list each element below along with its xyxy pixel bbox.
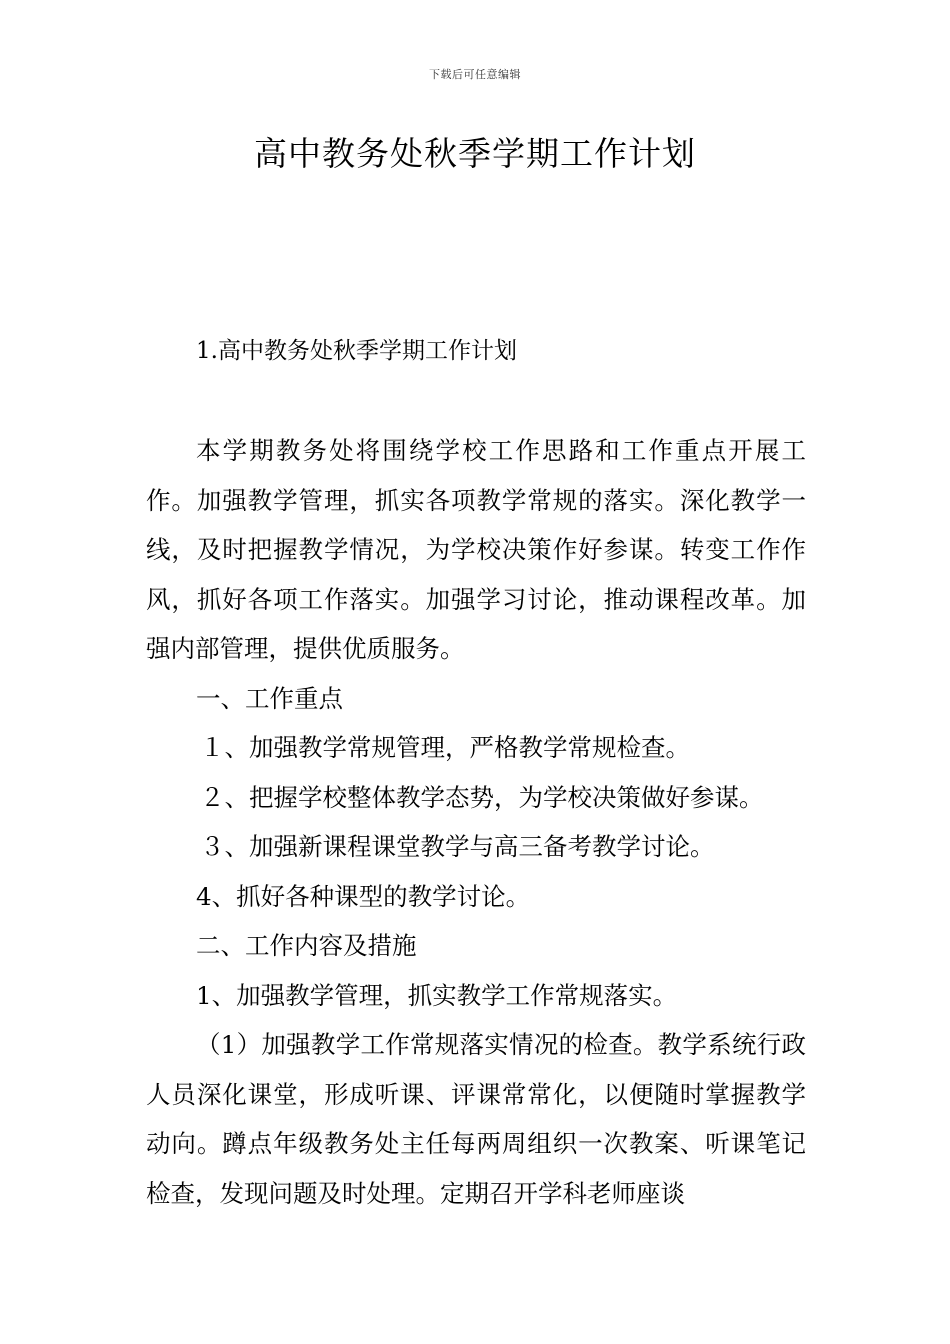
document-body [146, 426, 806, 1218]
intro-paragraph: 本学期教务处将围绕学校工作思路和工作重点开展工作。加强教学管理，抓实各项教学常规的落实。深化教学一线，及时把握教学情况，为学校决策作好参谋。转变工作作风，抓好各项工作落实。加强学习讨论，推动课程改革。加强内部管理，提供优质服务。 [146, 436, 806, 663]
part-two-heading: 二、工作内容及措施 [196, 931, 417, 960]
part-two-subheading: 1、加强教学管理，抓实教学工作常规落实。 [196, 980, 678, 1010]
part-two-paragraph: （1）加强教学工作常规落实情况的检查。教学系统行政人员深化课堂，形成听课、评课常常化，以便随时掌握教学动向。蹲点年级教务处主任每两周组织一次教案、听课笔记检查，发现问题及时处理。定期召开学科老师座谈 [146, 1030, 806, 1208]
list-item: 4、抓好各种课型的教学讨论。 [196, 881, 531, 911]
section-heading: 1.高中教务处秋季学期工作计划 [196, 338, 517, 364]
part-one-heading: 一、工作重点 [196, 683, 343, 713]
document-title: 高中教务处秋季学期工作计划 [254, 134, 696, 173]
list-item: １、加强教学常规管理，严格教学常规检查。 [200, 733, 690, 762]
header-note: 下载后可任意编辑 [429, 68, 521, 81]
list-item: ２、把握学校整体教学态势，为学校决策做好参谋。 [200, 782, 764, 812]
list-item: ３、加强新课程课堂教学与高三备考教学讨论。 [200, 832, 715, 861]
